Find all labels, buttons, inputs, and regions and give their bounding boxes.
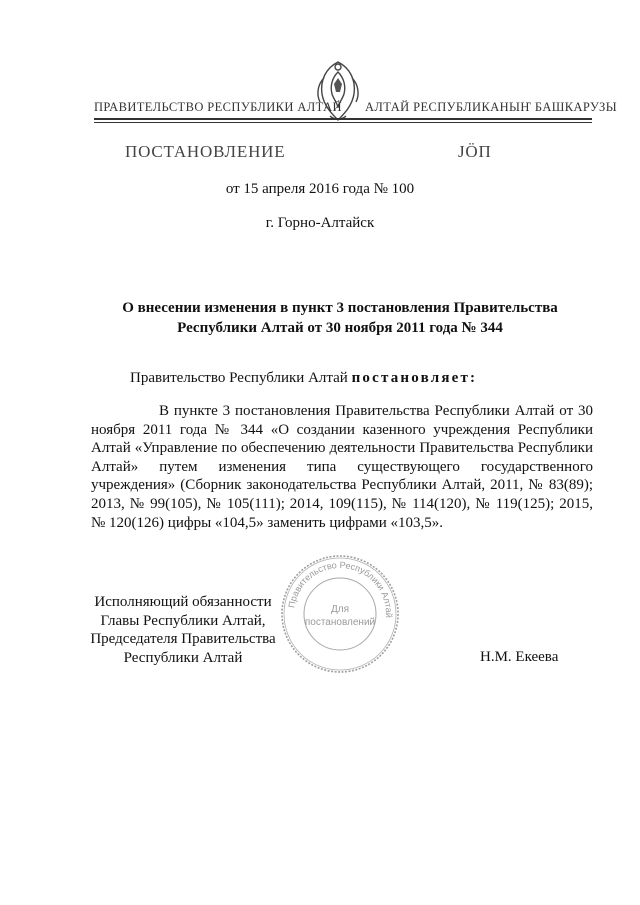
government-name-altai: АЛТАЙ РЕСПУБЛИКАНЫҤ БАШКАРУЗЫ [365,100,618,114]
signatory-position-line-4: Республики Алтай [123,649,243,666]
header-divider-thin [94,122,592,123]
document-type-altai: JӦП [458,142,492,161]
document-date-number: от 15 апреля 2016 года № 100 [225,181,415,197]
body-paragraph-text: В пункте 3 постановления Правительства Республики Алтай от 30 ноября 2011 года № 344 «О создании казенного учреждения Республики Алтай «Управление по обеспечению деятельности Правительства Республики Алтай» путем изменения типа существующего государственного учреждения» (Сборник законодательства Республики Алтай, 2011, № 83(89); 2013, № 99(105), № 105(111); 2014, 109(115), № 114(120), № 119(125); 2015, № 120(126) цифры «104,5» заменить цифрами «103,5». [91,403,593,531]
decree-subject: Правительство Республики Алтай [130,370,352,386]
stamp-ring-text-path: Правительство Республики Алтай [286,559,395,619]
document-type-ru: ПОСТАНОВЛЕНИЕ [125,142,286,161]
government-name-ru: ПРАВИТЕЛЬСТВО РЕСПУБЛИКИ АЛТАЙ [94,100,342,114]
signatory-position-line-2: Главы Республики Алтай, [100,612,266,629]
stamp-center-line-1: Для [330,604,350,615]
body-paragraph [91,402,593,532]
official-stamp [278,552,402,676]
decree-verb: постановляет: [351,370,478,386]
signatory-position-line-1: Исполняющий обязанности [94,594,272,610]
signatory-position [90,593,276,667]
document-title [90,298,590,338]
header-divider-thick [94,118,592,120]
decree-statement [130,370,477,387]
document-title-line-1: О внесении изменения в пункт 3 постановления Правительства [122,300,558,316]
stamp-center-line-2: постановлений [304,617,376,628]
document-city: г. Горно-Алтайск [265,215,375,231]
signatory-position-line-3: Председателя Правительства [90,631,276,648]
signatory-name: Н.М. Екеева [480,649,559,665]
document-title-line-2: Республики Алтай от 30 ноября 2011 года № 344 [177,320,503,336]
